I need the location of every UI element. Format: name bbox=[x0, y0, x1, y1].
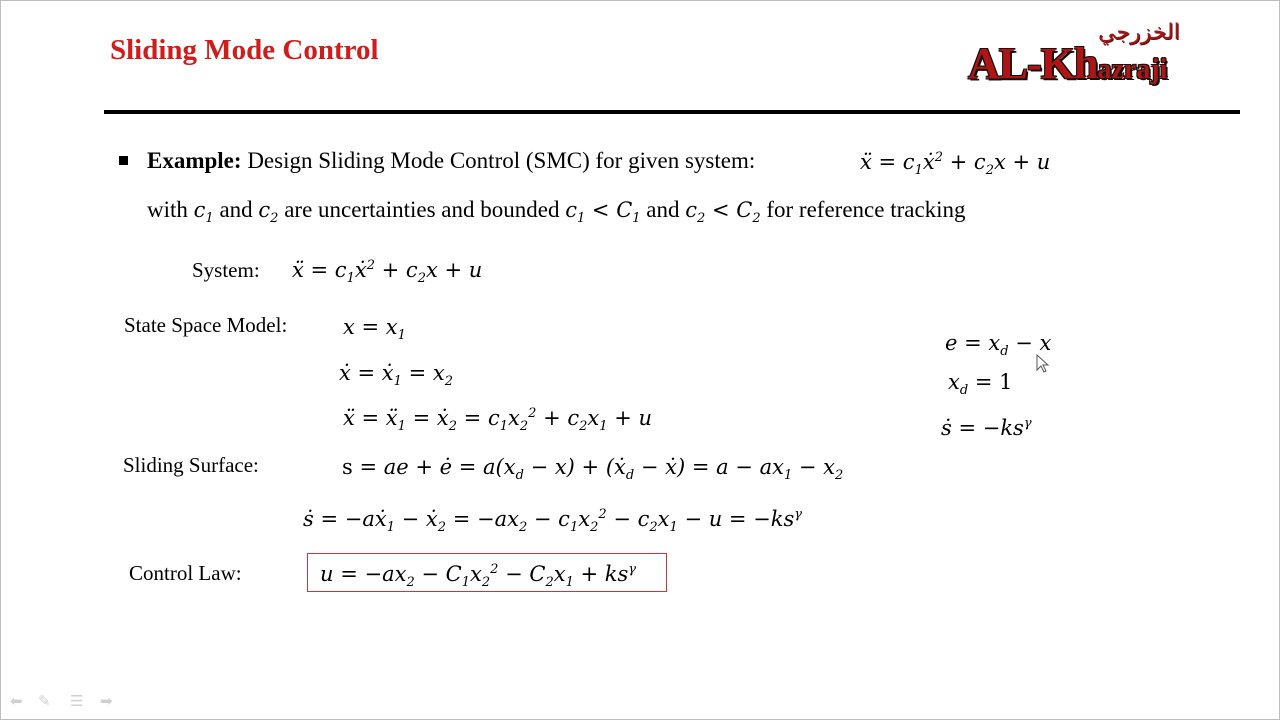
problem-line-1 bbox=[147, 148, 755, 174]
control-law-label: Control Law: bbox=[129, 561, 242, 585]
logo-suffix: azraji bbox=[1097, 54, 1168, 85]
sliding-surface-label: Sliding Surface: bbox=[123, 453, 259, 477]
slide-title: Sliding Mode Control bbox=[110, 34, 379, 66]
title-divider bbox=[104, 110, 1240, 114]
pen-icon[interactable]: ✎ bbox=[38, 692, 51, 710]
state-eq-3: ẍ = ẍ$_1$ = ẋ$_2$ = $c_1x_2^2 + c_2x_1 + u$ bbox=[343, 406, 653, 435]
state-space-label: State Space Model: bbox=[124, 313, 288, 337]
reference-value: $x_d = 1$ bbox=[948, 370, 1013, 399]
error-definition: $e = x_d - x$ bbox=[945, 331, 1052, 360]
tracking-text: for reference tracking bbox=[766, 197, 966, 222]
reaching-law: ṡ = $-ks^\gamma$ bbox=[941, 416, 1032, 440]
problem-line-2: with $c_1$ and $c_2$ are uncertainties and bounded $c_1 < C_1$ and $c_2 < C_2$ for reference tracking bbox=[147, 197, 966, 227]
problem-description: Design Sliding Mode Control (SMC) for given system: bbox=[247, 148, 756, 173]
bullet-square-icon bbox=[119, 156, 128, 165]
example-label: Example: bbox=[147, 148, 242, 173]
previous-slide-icon[interactable]: ⬅ bbox=[10, 692, 23, 710]
state-eq-1: $x = x_1$ bbox=[343, 315, 406, 344]
uncertainty-text: are uncertainties and bounded bbox=[284, 197, 560, 222]
state-eq-2: ẋ = ẋ$_1$ = $x_2$ bbox=[339, 361, 453, 390]
logo-arabic-text: الخزرجي bbox=[1098, 20, 1180, 45]
mouse-cursor-icon bbox=[1036, 354, 1050, 374]
and-word-2: and bbox=[646, 197, 680, 222]
surface-derivative-equation: ṡ = −aẋ$_1$ − ẋ$_2$ = $-ax_2 - c_1x_2^2 - c_2x_1 - u = -ks^\gamma$ bbox=[303, 507, 803, 536]
system-label: System: bbox=[192, 258, 260, 282]
system-equation: ẍ = $c_1ẋ^2 + c_2x + u$ bbox=[292, 258, 483, 287]
logo bbox=[968, 38, 1167, 89]
control-law-equation: $u = -ax_2 - C_1x_2^2 - C_2x_1 + ks^\gamma$ bbox=[320, 562, 637, 591]
next-slide-icon[interactable]: ➡ bbox=[100, 692, 113, 710]
logo-main: AL-Kh bbox=[968, 39, 1098, 88]
and-word-1: and bbox=[219, 197, 253, 222]
with-word: with bbox=[147, 197, 188, 222]
sliding-surface-equation: s = ae + ė = $a(x_d - x)$ + (ẋ$_d$ − ẋ) = $a - ax_1 - x_2$ bbox=[342, 455, 844, 484]
menu-icon[interactable]: ☰ bbox=[70, 692, 84, 710]
system-equation-inline: ẍ = $c_1ẋ^2 + c_2x + u$ bbox=[860, 150, 1051, 179]
